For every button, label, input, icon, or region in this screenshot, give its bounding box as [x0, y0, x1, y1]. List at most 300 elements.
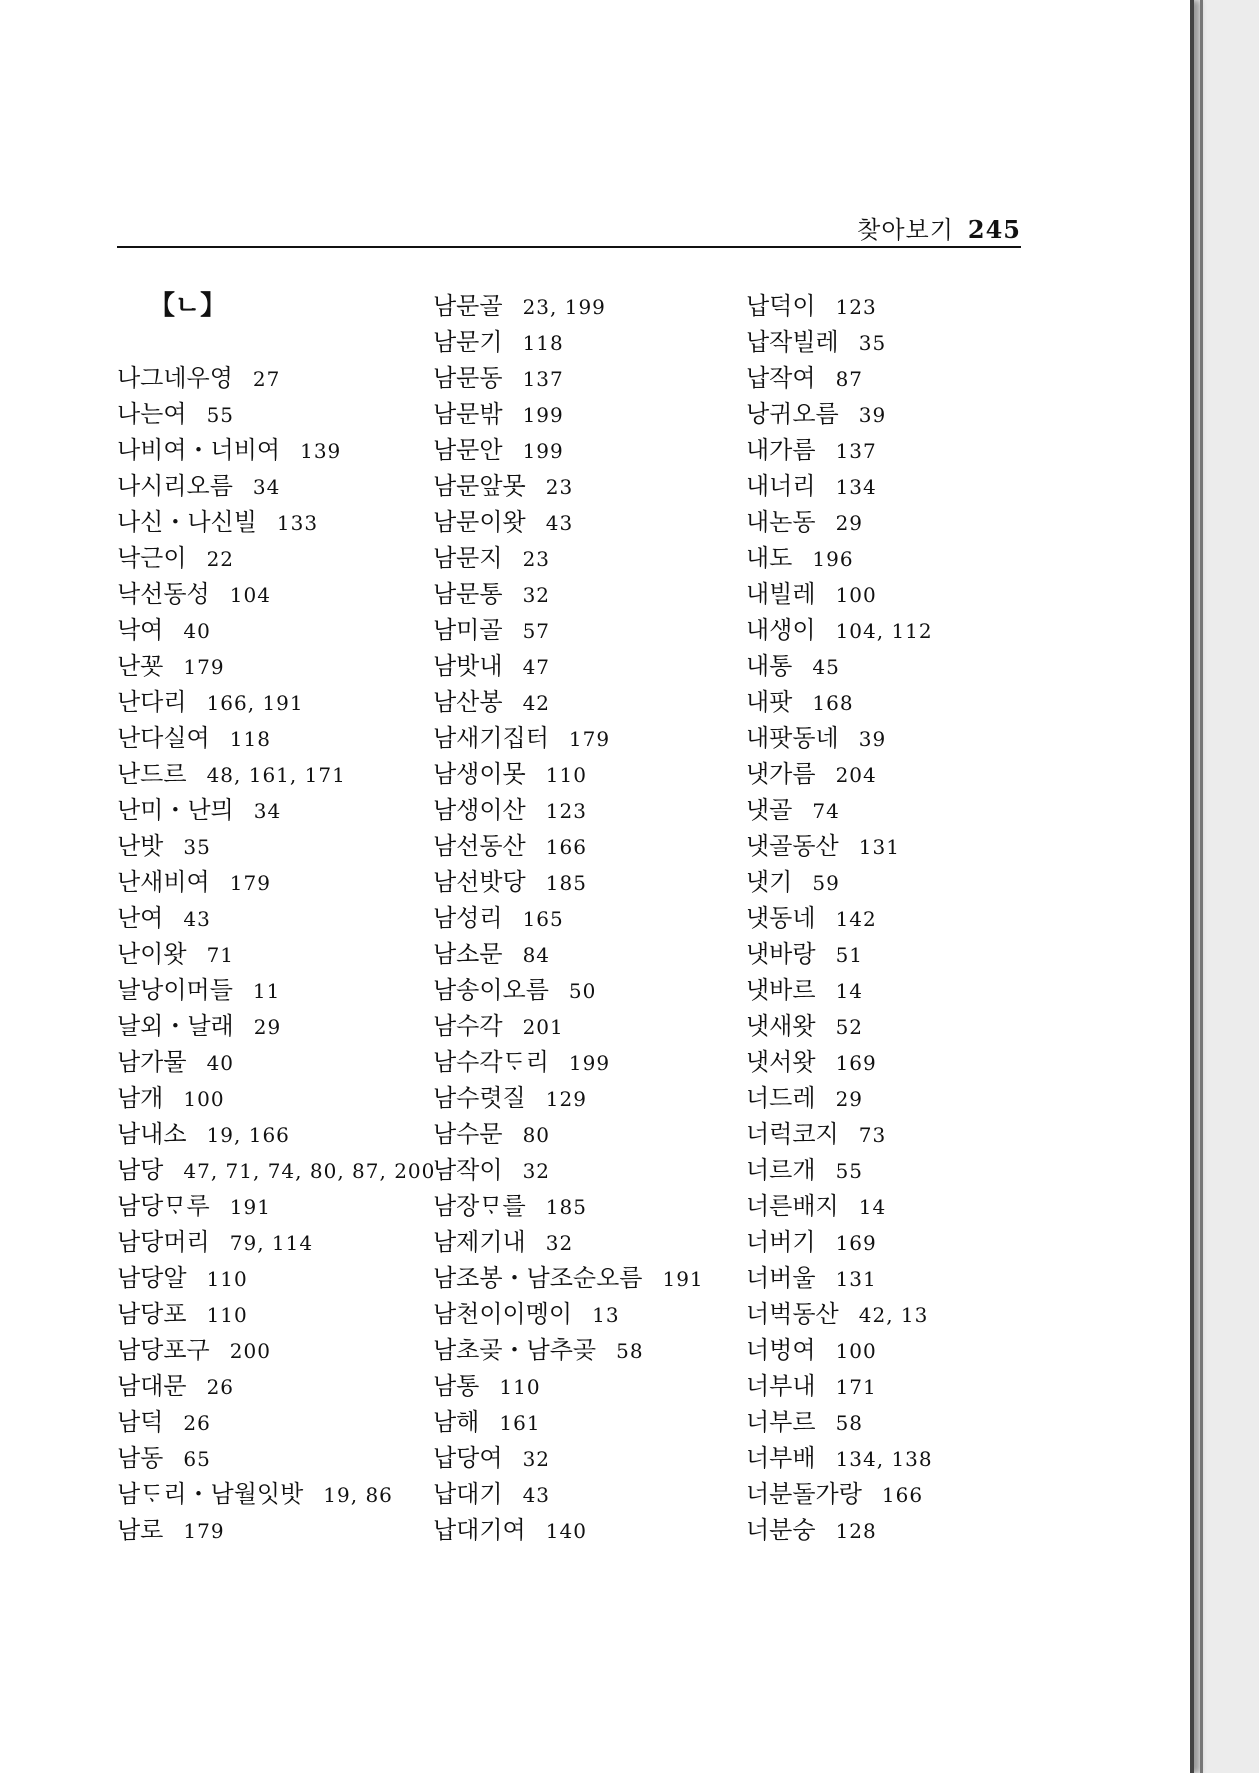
- index-entry: [746, 540, 933, 576]
- index-entry: [433, 1224, 704, 1260]
- index-entry: [433, 1404, 704, 1440]
- index-entry: [433, 1152, 704, 1188]
- entry-term: 남장ᄆᆞ를: [433, 1192, 526, 1220]
- entry-term: 날낭이머들: [117, 976, 233, 1004]
- index-entry: [117, 720, 435, 756]
- entry-pages: 166: [545, 835, 587, 859]
- section-gap: [117, 324, 435, 360]
- entry-pages: 32: [545, 1231, 574, 1255]
- entry-term: 냇기: [746, 868, 793, 896]
- entry-term: 내팟동네: [746, 724, 839, 752]
- index-column-2: [433, 288, 704, 1548]
- entry-pages: 168: [812, 691, 854, 715]
- index-entry: [433, 540, 704, 576]
- entry-pages: 179: [568, 727, 611, 751]
- entry-pages: 142: [835, 907, 877, 931]
- entry-pages: 57: [522, 619, 551, 643]
- entry-pages: 35: [183, 835, 211, 859]
- index-entry: [433, 1260, 704, 1296]
- index-entry: [433, 432, 704, 468]
- index-entry: [746, 1224, 933, 1260]
- entry-term: 낭귀오름: [746, 400, 839, 428]
- index-entry: [746, 1476, 933, 1512]
- entry-term: 남선밧당: [433, 868, 526, 896]
- index-entry: [117, 1080, 435, 1116]
- index-entry: [117, 1476, 435, 1512]
- index-entry: [433, 468, 704, 504]
- entry-term: 남선동산: [433, 832, 526, 860]
- entry-term: 난이왓: [117, 940, 187, 968]
- index-entry: [746, 1116, 933, 1152]
- index-entry: [117, 1260, 435, 1296]
- entry-term: 남문이왓: [433, 508, 526, 536]
- entry-pages: 34: [252, 475, 281, 499]
- entry-term: 냇가름: [746, 760, 816, 788]
- entry-term: 남초곶・남추곶: [433, 1336, 597, 1364]
- entry-pages: 185: [545, 1195, 587, 1219]
- entry-term: 내빌레: [746, 580, 816, 608]
- entry-pages: 133: [276, 511, 319, 535]
- entry-term: 난새비여: [117, 868, 210, 896]
- index-entry: [746, 972, 933, 1008]
- entry-pages: 204: [835, 763, 877, 787]
- entry-term: 남당ᄆᆞ루: [117, 1192, 210, 1220]
- entry-term: 난다리: [117, 688, 187, 716]
- index-entry: [117, 360, 435, 396]
- entry-pages: 42: [522, 691, 551, 715]
- column-entries: [117, 360, 435, 1548]
- entry-pages: 84: [522, 943, 551, 967]
- entry-pages: 52: [835, 1015, 864, 1039]
- entry-term: 냇바르: [746, 976, 816, 1004]
- index-entry: [117, 1440, 435, 1476]
- entry-term: 너럭코지: [746, 1120, 839, 1148]
- entry-pages: 23: [545, 475, 574, 499]
- index-entry: [117, 504, 435, 540]
- entry-pages: 43: [522, 1483, 551, 1507]
- entry-term: 냇서왓: [746, 1048, 816, 1076]
- index-entry: [746, 1188, 933, 1224]
- entry-pages: 140: [545, 1519, 587, 1543]
- entry-pages: 47: [522, 655, 551, 679]
- entry-pages: 104: [229, 583, 271, 607]
- entry-pages: 42, 13: [858, 1303, 929, 1327]
- running-title: [857, 210, 1021, 245]
- entry-term: 나신・나신빌: [117, 508, 257, 536]
- entry-pages: 40: [183, 619, 211, 643]
- index-entry: [746, 792, 933, 828]
- entry-term: 내너리: [746, 472, 816, 500]
- entry-pages: 123: [545, 799, 587, 823]
- index-entry: [746, 612, 933, 648]
- entry-term: 납당여: [433, 1444, 503, 1472]
- entry-term: 남당포구: [117, 1336, 210, 1364]
- entry-pages: 131: [858, 835, 900, 859]
- index-entry: [117, 1152, 435, 1188]
- entry-pages: 165: [522, 907, 564, 931]
- index-entry: [746, 1332, 933, 1368]
- entry-term: 나그네우영: [117, 364, 233, 392]
- entry-pages: 47, 71, 74, 80, 87, 200: [183, 1159, 436, 1183]
- entry-pages: 22: [206, 547, 235, 571]
- entry-term: 남내소: [117, 1120, 187, 1148]
- index-entry: [117, 936, 435, 972]
- entry-pages: 129: [545, 1087, 587, 1111]
- entry-term: 남천이이멩이: [433, 1300, 573, 1328]
- entry-pages: 45: [812, 655, 840, 679]
- entry-pages: 13: [592, 1303, 620, 1327]
- entry-term: 남당: [117, 1156, 164, 1184]
- entry-pages: 58: [835, 1411, 864, 1435]
- entry-pages: 58: [616, 1339, 644, 1363]
- index-entry: [433, 324, 704, 360]
- index-entry: [746, 684, 933, 720]
- entry-term: 남미골: [433, 616, 503, 644]
- entry-term: 납덕이: [746, 292, 816, 320]
- index-entry: [117, 1404, 435, 1440]
- index-entry: [117, 1008, 435, 1044]
- index-entry: [117, 756, 435, 792]
- entry-term: 남동: [117, 1444, 164, 1472]
- entry-pages: 43: [183, 907, 211, 931]
- index-entry: [117, 612, 435, 648]
- entry-term: 너른배지: [746, 1192, 839, 1220]
- entry-term: 남당알: [117, 1264, 187, 1292]
- index-entry: [433, 720, 704, 756]
- entry-pages: 110: [499, 1375, 541, 1399]
- index-entry: [746, 1296, 933, 1332]
- entry-pages: 137: [522, 367, 564, 391]
- index-entry: [433, 828, 704, 864]
- index-entry: [117, 1332, 435, 1368]
- index-entry: [746, 504, 933, 540]
- entry-pages: 128: [835, 1519, 877, 1543]
- index-entry: [746, 1440, 933, 1476]
- entry-term: 남수렷질: [433, 1084, 526, 1112]
- index-entry: [117, 864, 435, 900]
- entry-pages: 26: [206, 1375, 235, 1399]
- index-entry: [746, 396, 933, 432]
- entry-term: 냇동네: [746, 904, 816, 932]
- entry-term: 남조봉・남조순오름: [433, 1264, 643, 1292]
- index-entry: [117, 1116, 435, 1152]
- entry-pages: 161: [499, 1411, 541, 1435]
- entry-pages: 179: [229, 871, 271, 895]
- index-entry: [433, 864, 704, 900]
- entry-term: 남문지: [433, 544, 503, 572]
- index-entry: [433, 1368, 704, 1404]
- index-entry: [746, 756, 933, 792]
- entry-term: 남문안: [433, 436, 503, 464]
- entry-pages: 100: [835, 583, 877, 607]
- entry-pages: 110: [545, 763, 587, 787]
- index-entry: [746, 468, 933, 504]
- index-entry: [433, 1440, 704, 1476]
- entry-term: 난꾯: [117, 652, 164, 680]
- entry-pages: 73: [858, 1123, 887, 1147]
- index-entry: [117, 1224, 435, 1260]
- entry-term: 남소문: [433, 940, 503, 968]
- index-entry: [117, 648, 435, 684]
- entry-pages: 14: [835, 979, 864, 1003]
- entry-pages: 74: [812, 799, 840, 823]
- index-entry: [746, 324, 933, 360]
- entry-term: 너부르: [746, 1408, 816, 1436]
- entry-pages: 55: [206, 403, 235, 427]
- index-entry: [746, 576, 933, 612]
- entry-pages: 19, 166: [206, 1123, 290, 1147]
- index-entry: [433, 1476, 704, 1512]
- entry-pages: 104, 112: [835, 619, 933, 643]
- entry-pages: 40: [206, 1051, 235, 1075]
- entry-term: 낙근이: [117, 544, 187, 572]
- entry-term: 남당포: [117, 1300, 187, 1328]
- section-heading: 【ㄴ】: [149, 291, 227, 321]
- entry-term: 남가물: [117, 1048, 187, 1076]
- index-entry: [433, 1512, 704, 1548]
- index-entry: [746, 288, 933, 324]
- index-entry: [117, 468, 435, 504]
- index-entry: [433, 648, 704, 684]
- entry-term: 낙선동성: [117, 580, 210, 608]
- entry-pages: 100: [183, 1087, 225, 1111]
- entry-term: 남문통: [433, 580, 503, 608]
- index-entry: [433, 1332, 704, 1368]
- index-entry: [746, 1008, 933, 1044]
- index-entry: [117, 828, 435, 864]
- index-entry: [117, 540, 435, 576]
- entry-term: 납작빌레: [746, 328, 839, 356]
- entry-term: 남송이오름: [433, 976, 549, 1004]
- index-entry: [746, 828, 933, 864]
- entry-term: 남통: [433, 1372, 480, 1400]
- index-entry: [433, 1116, 704, 1152]
- entry-term: 남새기집터: [433, 724, 549, 752]
- index-entry: [746, 864, 933, 900]
- entry-term: 나시리오름: [117, 472, 233, 500]
- entry-pages: 34: [253, 799, 282, 823]
- entry-pages: 110: [206, 1303, 248, 1327]
- column-entries: [433, 288, 704, 1548]
- entry-term: 너벅동산: [746, 1300, 839, 1328]
- entry-pages: 39: [858, 403, 887, 427]
- entry-term: 내팟: [746, 688, 793, 716]
- entry-term: 내논동: [746, 508, 816, 536]
- entry-pages: 123: [835, 295, 877, 319]
- entry-term: 남제기내: [433, 1228, 526, 1256]
- entry-pages: 199: [522, 403, 564, 427]
- entry-term: 남문밖: [433, 400, 503, 428]
- page-edge: [1200, 0, 1203, 1773]
- entry-term: 남문앞못: [433, 472, 526, 500]
- entry-term: 냇골동산: [746, 832, 839, 860]
- entry-term: 낙여: [117, 616, 164, 644]
- entry-term: 너버울: [746, 1264, 816, 1292]
- index-entry: [433, 360, 704, 396]
- entry-pages: 11: [252, 979, 281, 1003]
- entry-term: 납대기: [433, 1480, 503, 1508]
- entry-pages: 29: [835, 511, 864, 535]
- entry-pages: 29: [835, 1087, 864, 1111]
- entry-pages: 59: [812, 871, 840, 895]
- index-entry: [746, 900, 933, 936]
- entry-term: 남수문: [433, 1120, 503, 1148]
- index-entry: [746, 648, 933, 684]
- entry-pages: 179: [183, 1519, 225, 1543]
- index-entry: [117, 684, 435, 720]
- entry-term: 남당머리: [117, 1228, 210, 1256]
- entry-term: 내통: [746, 652, 793, 680]
- index-entry: [433, 936, 704, 972]
- header-title: 찾아보기: [857, 216, 954, 244]
- entry-pages: 39: [858, 727, 887, 751]
- entry-pages: 71: [206, 943, 235, 967]
- entry-term: 남생이못: [433, 760, 526, 788]
- entry-term: 난드르: [117, 760, 187, 788]
- index-entry: [433, 972, 704, 1008]
- entry-pages: 55: [835, 1159, 864, 1183]
- index-column-3: [746, 288, 933, 1548]
- entry-pages: 191: [662, 1267, 704, 1291]
- entry-pages: 134: [835, 475, 877, 499]
- entry-pages: 185: [545, 871, 587, 895]
- index-entry: [433, 288, 704, 324]
- index-entry: [746, 1368, 933, 1404]
- index-entry: [746, 1512, 933, 1548]
- index-entry: [746, 1152, 933, 1188]
- entry-term: 난밧: [117, 832, 164, 860]
- entry-pages: 110: [206, 1267, 248, 1291]
- entry-pages: 166, 191: [206, 691, 304, 715]
- entry-pages: 191: [229, 1195, 271, 1219]
- index-entry: [746, 1044, 933, 1080]
- entry-term: 남생이산: [433, 796, 526, 824]
- entry-pages: 199: [522, 439, 564, 463]
- entry-term: 남산봉: [433, 688, 503, 716]
- entry-term: 너부배: [746, 1444, 816, 1472]
- entry-term: 난미・난믜: [117, 796, 234, 824]
- index-entry: [433, 504, 704, 540]
- entry-pages: 51: [835, 943, 864, 967]
- entry-pages: 199: [568, 1051, 611, 1075]
- entry-pages: 171: [835, 1375, 877, 1399]
- entry-pages: 169: [835, 1231, 877, 1255]
- entry-pages: 169: [835, 1051, 877, 1075]
- index-entry: [117, 1044, 435, 1080]
- entry-pages: 100: [835, 1339, 877, 1363]
- entry-term: 남문동: [433, 364, 503, 392]
- index-entry: [433, 900, 704, 936]
- index-entry: [433, 1188, 704, 1224]
- entry-pages: 139: [300, 439, 342, 463]
- entry-term: 난여: [117, 904, 164, 932]
- index-entry: [746, 1404, 933, 1440]
- index-entry: [433, 1008, 704, 1044]
- entry-term: 냇새왓: [746, 1012, 816, 1040]
- entry-term: 나비여・너비여: [117, 436, 281, 464]
- index-entry: [433, 756, 704, 792]
- entry-term: 남수각: [433, 1012, 503, 1040]
- entry-term: 너벙여: [746, 1336, 816, 1364]
- index-entry: [746, 1080, 933, 1116]
- entry-pages: 118: [229, 727, 271, 751]
- entry-term: 남성리: [433, 904, 503, 932]
- entry-pages: 200: [229, 1339, 271, 1363]
- index-entry: [117, 972, 435, 1008]
- entry-term: 납대기여: [433, 1516, 526, 1544]
- index-entry: [117, 1368, 435, 1404]
- entry-pages: 137: [835, 439, 877, 463]
- entry-pages: 118: [522, 331, 564, 355]
- running-header: [117, 210, 1021, 248]
- entry-term: 남덕: [117, 1408, 164, 1436]
- entry-term: 너부내: [746, 1372, 816, 1400]
- index-entry: [746, 720, 933, 756]
- index-entry: [746, 936, 933, 972]
- entry-pages: 32: [522, 583, 551, 607]
- index-entry: [117, 792, 435, 828]
- entry-pages: 19, 86: [323, 1483, 393, 1507]
- entry-pages: 134, 138: [835, 1447, 933, 1471]
- entry-term: 남로: [117, 1516, 164, 1544]
- entry-term: 남문기: [433, 328, 503, 356]
- entry-term: 너분숭: [746, 1516, 816, 1544]
- index-entry: [433, 612, 704, 648]
- index-entry: [117, 1188, 435, 1224]
- entry-pages: 43: [545, 511, 574, 535]
- index-entry: [433, 1080, 704, 1116]
- index-entry: [117, 432, 435, 468]
- index-entry: [433, 396, 704, 432]
- entry-term: 남ᄃᆞ리・남월잇밧: [117, 1480, 304, 1508]
- entry-pages: 32: [522, 1159, 551, 1183]
- entry-pages: 80: [522, 1123, 551, 1147]
- entry-pages: 50: [568, 979, 597, 1003]
- entry-term: 냇골: [746, 796, 793, 824]
- index-column-1: [117, 288, 435, 1548]
- index-entry: [117, 1512, 435, 1548]
- entry-term: 내도: [746, 544, 793, 572]
- index-entry: [433, 576, 704, 612]
- entry-pages: 29: [253, 1015, 282, 1039]
- entry-term: 날외・날래: [117, 1012, 234, 1040]
- entry-pages: 23: [522, 547, 551, 571]
- entry-term: 남해: [433, 1408, 480, 1436]
- index-entry: [117, 576, 435, 612]
- index-entry: [433, 684, 704, 720]
- entry-pages: 196: [812, 547, 854, 571]
- entry-term: 너드레: [746, 1084, 816, 1112]
- entry-term: 남작이: [433, 1156, 503, 1184]
- entry-term: 남밧내: [433, 652, 503, 680]
- entry-term: 남대문: [117, 1372, 187, 1400]
- column-entries: [746, 288, 933, 1548]
- entry-pages: 179: [183, 655, 225, 679]
- entry-pages: 27: [252, 367, 281, 391]
- entry-term: 납작여: [746, 364, 816, 392]
- entry-term: 남개: [117, 1084, 164, 1112]
- entry-pages: 87: [835, 367, 864, 391]
- entry-pages: 26: [183, 1411, 211, 1435]
- index-entry: [433, 1296, 704, 1332]
- entry-pages: 166: [881, 1483, 924, 1507]
- entry-term: 내가름: [746, 436, 816, 464]
- entry-pages: 23, 199: [522, 295, 606, 319]
- entry-pages: 201: [522, 1015, 564, 1039]
- entry-term: 너버기: [746, 1228, 816, 1256]
- index-entry: [746, 432, 933, 468]
- entry-pages: 14: [858, 1195, 887, 1219]
